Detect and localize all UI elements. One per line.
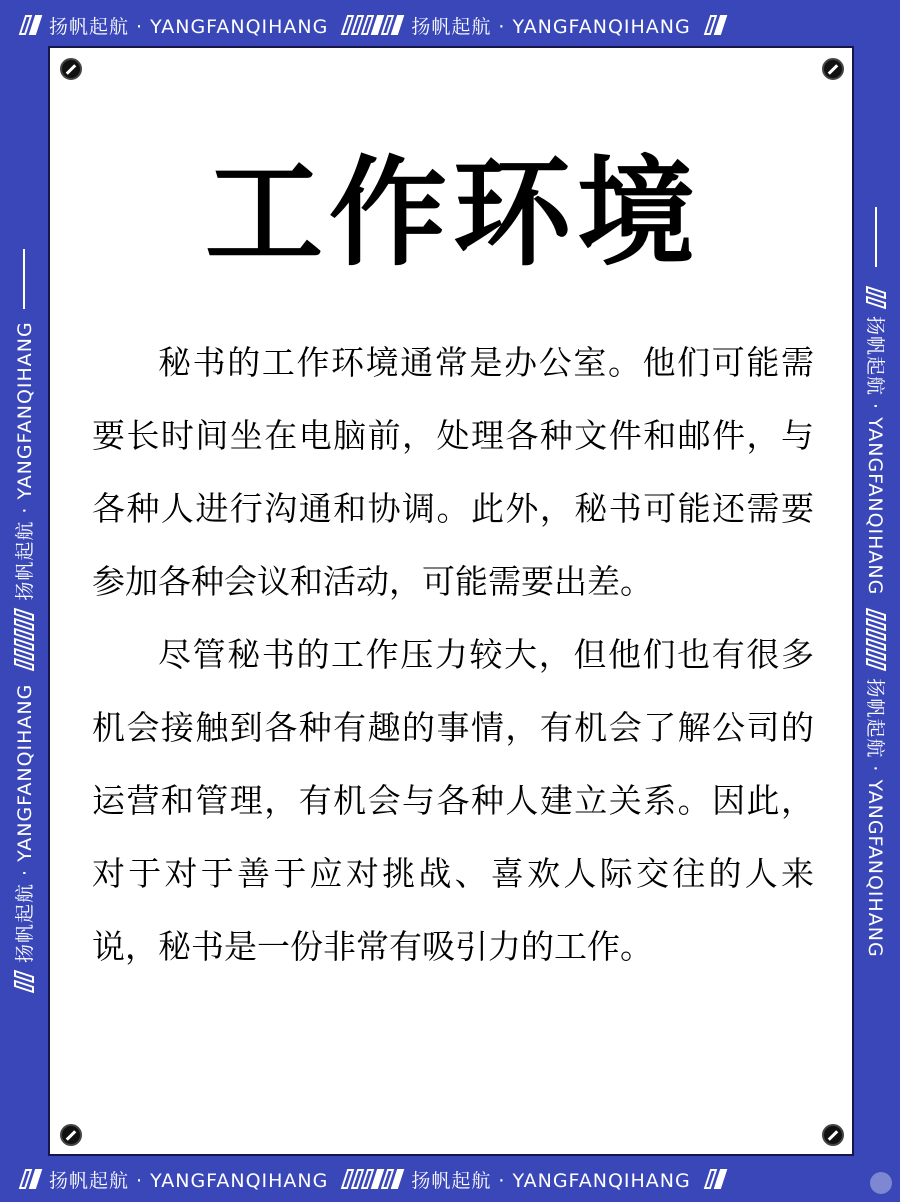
top-banner xyxy=(0,2,900,48)
slash-mark-icon xyxy=(707,1169,724,1189)
slash-mark-icon xyxy=(14,611,34,668)
slash-mark-icon xyxy=(14,973,34,990)
left-side-strip xyxy=(10,237,37,1000)
banner-text: 扬帆起航 · YANGFANQIHANG xyxy=(864,316,886,596)
slash-mark-icon xyxy=(707,15,724,35)
slash-mark-icon xyxy=(344,1169,401,1189)
paragraph: 秘书的工作环境通常是办公室。他们可能需要长时间坐在电脑前，处理各种文件和邮件，与各种人进行沟通和协调。此外，秘书可能还需要参加各种会议和活动，可能需要出差。 xyxy=(92,343,814,601)
banner-text: 扬帆起航 · YANGFANQIHANG xyxy=(49,1169,329,1192)
banner-text: 扬帆起航 · YANGFANQIHANG xyxy=(411,15,691,38)
right-side-banner xyxy=(854,0,900,1200)
banner-text: 扬帆起航 · YANGFANQIHANG xyxy=(49,15,329,38)
slash-mark-icon xyxy=(867,611,887,668)
screw-icon xyxy=(60,1124,82,1146)
banner-text: 扬帆起航 · YANGFANQIHANG xyxy=(411,1169,691,1192)
watermark-dot xyxy=(870,1172,892,1194)
banner-text: 扬帆起航 · YANGFANQIHANG xyxy=(14,683,36,963)
left-side-banner xyxy=(0,0,46,1200)
slash-mark-icon xyxy=(344,15,401,35)
page-title: 工作环境 xyxy=(204,144,701,282)
divider-line xyxy=(876,207,878,267)
screw-icon xyxy=(822,58,844,80)
banner-text: 扬帆起航 · YANGFANQIHANG xyxy=(14,321,36,601)
right-side-strip xyxy=(863,195,890,958)
banner-text: 扬帆起航 · YANGFANQIHANG xyxy=(864,678,886,958)
bottom-banner xyxy=(0,1156,900,1202)
screw-icon xyxy=(822,1124,844,1146)
article-body xyxy=(92,326,814,983)
slash-mark-icon xyxy=(867,289,887,306)
divider-line xyxy=(23,249,25,309)
content-card xyxy=(48,46,854,1156)
paragraph: 尽管秘书的工作压力较大，但他们也有很多机会接触到各种有趣的事情，有机会了解公司的运营和管理，有机会与各种人建立关系。因此，对于对于善于应对挑战、喜欢人际交往的人来说，秘书是一份非常有吸引力的工作。 xyxy=(92,635,814,966)
screw-icon xyxy=(60,58,82,80)
